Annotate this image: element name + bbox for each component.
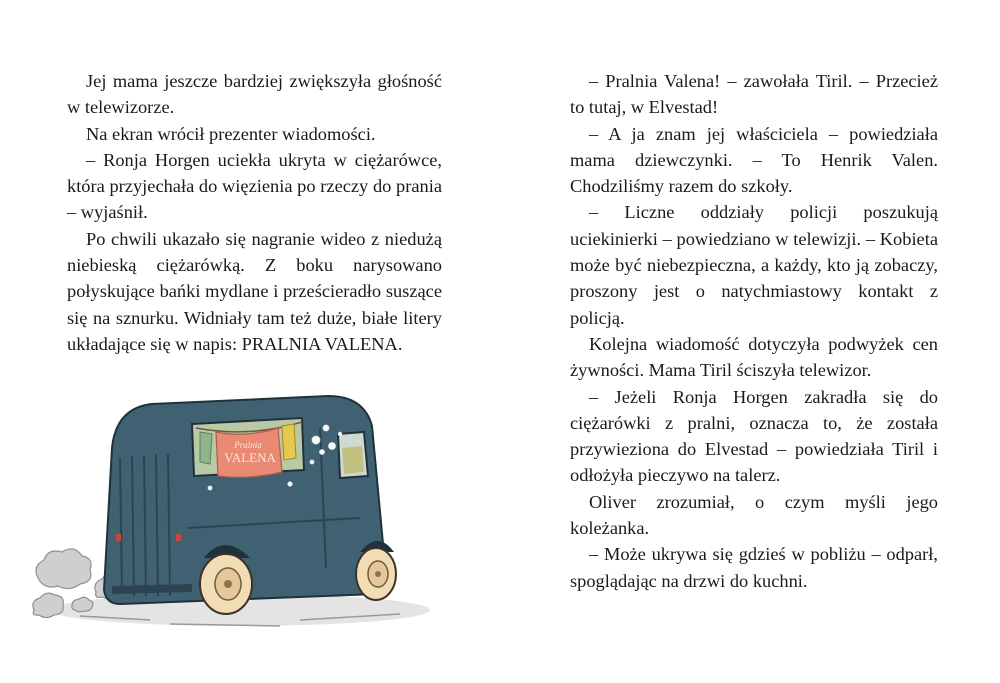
front-wheel — [356, 548, 396, 600]
laundry-van-illustration — [20, 388, 430, 658]
paragraph: – Jeżeli Ronja Horgen zakradła się do ciężarówki z pralni, oznacza to, że została przywieziona do Elvestad – powiedziała Tiril i odłożyła pieczywo na talerz. — [570, 386, 938, 486]
yellow-cloth — [282, 424, 296, 460]
paragraph: Oliver zrozumiał, o czym myśli jego koleżanka. — [570, 491, 938, 539]
left-text-column — [67, 68, 442, 357]
right-page — [500, 0, 1000, 683]
paragraph: Po chwili ukazało się nagranie wideo z niedużą niebieską ciężarówką. Z boku narysowano połyskujące bańki mydlane i prześcieradło suszące się na sznurku. Widniały tam też duże, białe litery układające się w napis: PRALNIA VALENA. — [67, 228, 442, 354]
paragraph: – Może ukrywa się gdzieś w pobliżu – odparł, spoglądając na drzwi do kuchni. — [570, 544, 938, 591]
tail-light — [176, 534, 181, 541]
green-cloth — [200, 432, 212, 464]
paragraph: Kolejna wiadomość dotyczyła podwyżek cen żywności. Mama Tiril ściszyła telewizor. — [570, 333, 938, 381]
paragraph: Na ekran wrócił prezenter wiadomości. — [86, 123, 376, 144]
sheet-text-valena: VALENA — [224, 450, 276, 465]
paragraph: Jej mama jeszcze bardziej zwiększyła głośność w telewizorze. — [67, 71, 442, 118]
paragraph: – Pralnia Valena! – zawołała Tiril. – Przecież to tutaj, w Elvestad! — [570, 71, 938, 118]
paragraph: – A ja znam jej właściciela – powiedziała mama dziewczynki. – To Henrik Valen. Chodziliśmy razem do szkoły. — [570, 123, 938, 197]
right-text-column — [570, 68, 938, 594]
tail-light — [116, 534, 121, 541]
rear-wheel — [200, 554, 252, 614]
paragraph: – Liczne oddziały policji poszukują uciekinierki – powiedziano w telewizji. – Kobieta może być niebezpieczna, a każdy, kto ją zobaczy, proszony jest o natychmiastowy kontakt z policją. — [570, 202, 938, 328]
sheet-text-pralnia: Pralnia — [234, 440, 262, 450]
paragraph: – Ronja Horgen uciekła ukryta w ciężarówce, która przyjechała do więzienia po rzeczy do prania – wyjaśnił. — [67, 149, 442, 223]
